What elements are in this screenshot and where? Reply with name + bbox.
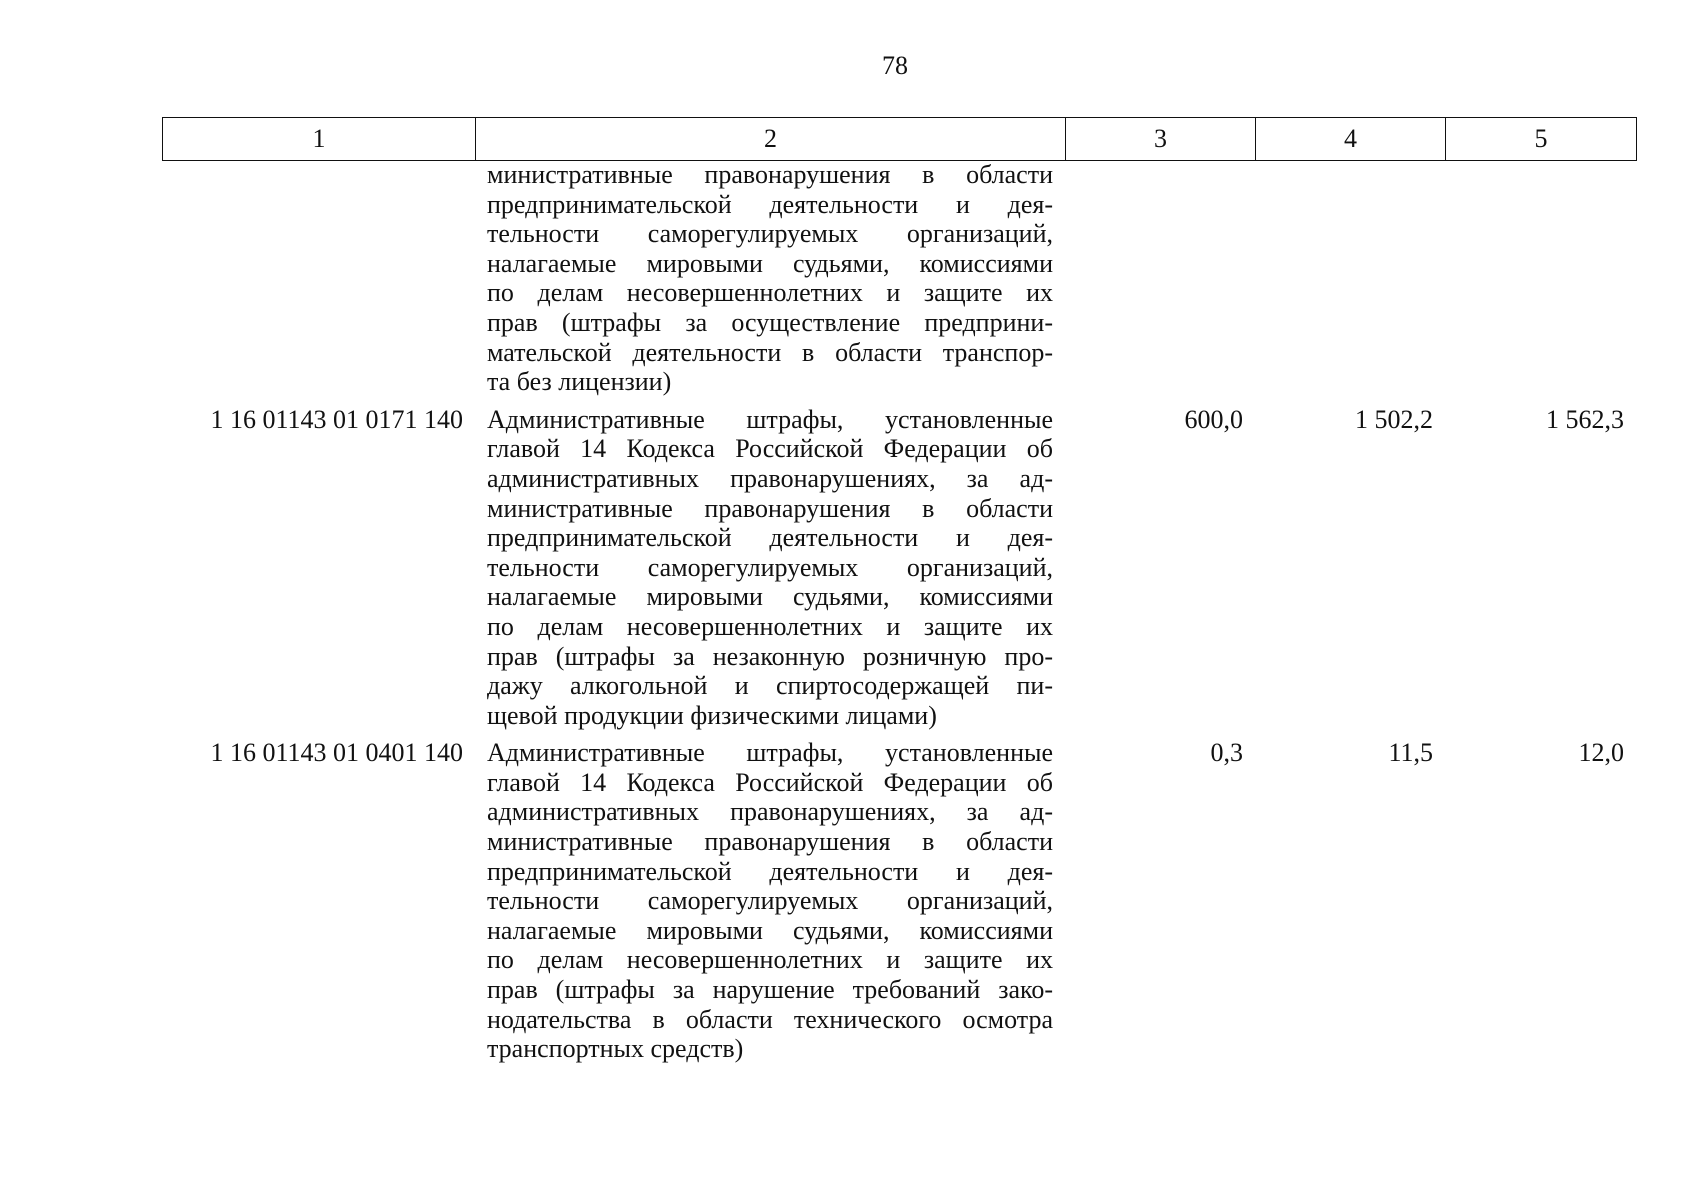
description-line: главой 14 Кодекса Российской Федерации об [487,767,1053,797]
description-line: главой 14 Кодекса Российской Федерации об [487,434,1053,464]
description-line: прав (штрафы за осуществление предприни- [487,307,1053,337]
description-line: дажу алкогольной и спиртосодержащей пи- [487,671,1053,701]
description-line: та без лицензии) [487,367,672,397]
classification-code: 1 16 01143 01 0401 140 [210,738,463,768]
description-line: предпринимательской деятельности и дея- [487,856,1053,886]
amount-column-5 [1445,160,1636,397]
page-number: 78 [882,51,908,80]
description-line: предпринимательской деятельности и дея- [487,189,1053,219]
column-header-1: 1 [163,118,476,161]
description-line: прав (штрафы за незаконную розничную про- [487,641,1053,671]
amount-column-3: 0,3 [1210,738,1243,768]
description-line: тельности саморегулируемых организаций, [487,219,1053,249]
description-line: по делам несовершеннолетних и защите их [487,278,1053,308]
amount-column-3 [1065,160,1255,397]
description-line: Административные штрафы, установленные [487,738,1053,768]
description-line: Административные штрафы, установленные [487,404,1053,434]
description-line: административных правонарушениях, за ад- [487,797,1053,827]
column-header-5: 5 [1446,118,1637,161]
revenue-description [475,160,1065,397]
table-row [162,405,1636,731]
classification-code [162,160,475,397]
table-row [162,738,1636,1064]
amount-column-4: 1 502,2 [1355,404,1433,434]
column-header-4: 4 [1256,118,1446,161]
description-line: тельности саморегулируемых организаций, [487,552,1053,582]
description-line: мательской деятельности в области транспор- [487,337,1053,367]
description-line: министративные правонарушения в области [487,160,1053,189]
table-body [162,160,1636,1064]
revenue-description [475,405,1065,731]
description-line: налагаемые мировыми судьями, комиссиями [487,915,1053,945]
table-row [162,160,1636,397]
amount-column-3: 600,0 [1184,404,1243,434]
description-line: тельности саморегулируемых организаций, [487,886,1053,916]
amount-column-5: 12,0 [1578,738,1624,768]
description-line: по делам несовершеннолетних и защите их [487,611,1053,641]
description-line: по делам несовершеннолетних и защите их [487,945,1053,975]
description-line: щевой продукции физическими лицами) [487,700,937,730]
description-line: административных правонарушениях, за ад- [487,463,1053,493]
amount-column-4 [1255,160,1445,397]
column-header-2: 2 [476,118,1066,161]
description-line: министративные правонарушения в области [487,827,1053,857]
description-line: транспортных средств) [487,1034,744,1064]
revenue-description [475,738,1065,1064]
column-header-row [163,118,1637,161]
amount-column-4: 11,5 [1388,738,1433,768]
description-line: налагаемые мировыми судьями, комиссиями [487,582,1053,612]
classification-code: 1 16 01143 01 0171 140 [210,404,463,434]
description-line: предпринимательской деятельности и дея- [487,523,1053,553]
column-header-3: 3 [1066,118,1256,161]
description-line: министративные правонарушения в области [487,493,1053,523]
description-line: прав (штрафы за нарушение требований зако- [487,975,1053,1005]
description-line: налагаемые мировыми судьями, комиссиями [487,248,1053,278]
column-header-table [162,117,1637,161]
amount-column-5: 1 562,3 [1546,404,1624,434]
description-line: нодательства в области технического осмотра [487,1004,1053,1034]
